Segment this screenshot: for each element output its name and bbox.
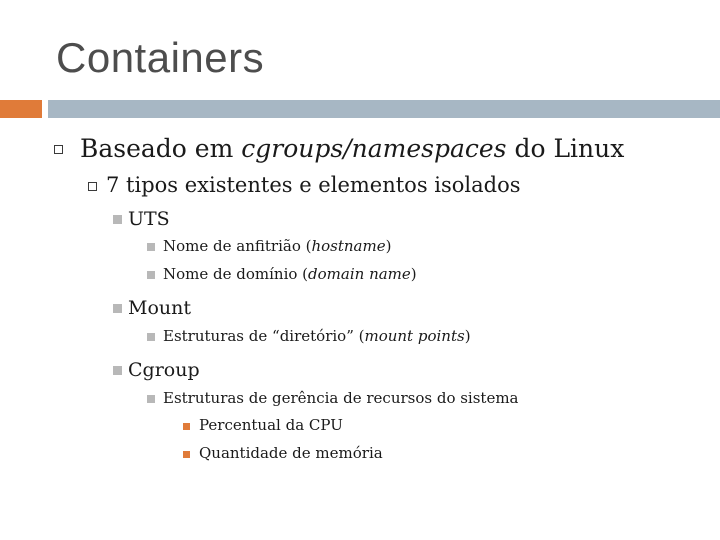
text-italic: domain name bbox=[308, 265, 411, 283]
bullet-uts: UTS bbox=[128, 208, 170, 230]
title-underline-bar bbox=[48, 100, 720, 118]
bullet-hollow-icon bbox=[54, 145, 63, 154]
bullet-filled-icon bbox=[113, 304, 122, 313]
bullet-uts-domain bbox=[163, 265, 417, 283]
text: do Linux bbox=[506, 134, 625, 163]
bullet-filled-icon bbox=[147, 243, 155, 251]
bullet-orange-icon bbox=[183, 451, 190, 458]
text: ) bbox=[410, 265, 417, 283]
text: ) bbox=[464, 327, 471, 345]
text: Estruturas de “diretório” ( bbox=[163, 327, 365, 345]
text: Baseado em bbox=[80, 134, 242, 163]
bullet-level0 bbox=[80, 134, 624, 163]
bullet-mount-points bbox=[163, 327, 471, 345]
title-accent-bar bbox=[0, 100, 42, 118]
bullet-cgroup-cpu: Percentual da CPU bbox=[199, 416, 343, 434]
text: Nome de domínio ( bbox=[163, 265, 309, 283]
bullet-filled-icon bbox=[147, 395, 155, 403]
bullet-mount: Mount bbox=[128, 297, 192, 319]
bullet-cgroup-structures: Estruturas de gerência de recursos do sistema bbox=[163, 389, 519, 407]
text-italic: cgroups/namespaces bbox=[241, 134, 507, 163]
slide-title: Containers bbox=[56, 34, 265, 81]
text-italic: mount points bbox=[364, 327, 465, 345]
bullet-uts-hostname bbox=[163, 237, 391, 255]
bullet-cgroup: Cgroup bbox=[128, 359, 200, 381]
text: Nome de anfitrião ( bbox=[163, 237, 312, 255]
bullet-hollow-icon bbox=[88, 182, 97, 191]
bullet-level1: 7 tipos existentes e elementos isolados bbox=[106, 173, 521, 197]
bullet-filled-icon bbox=[113, 366, 122, 375]
bullet-filled-icon bbox=[147, 271, 155, 279]
text: ) bbox=[385, 237, 392, 255]
bullet-filled-icon bbox=[113, 215, 122, 224]
text-italic: hostname bbox=[311, 237, 386, 255]
bullet-orange-icon bbox=[183, 423, 190, 430]
bullet-filled-icon bbox=[147, 333, 155, 341]
bullet-cgroup-memory: Quantidade de memória bbox=[199, 444, 383, 462]
